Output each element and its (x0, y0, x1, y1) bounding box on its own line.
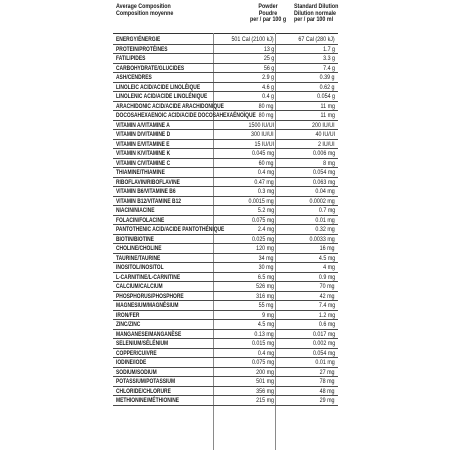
nutrient-name: CARBOHYDRATE/GLUCIDES (116, 64, 185, 72)
nutrient-name: MANGANESE/MANGANÈSE (116, 330, 182, 338)
nutrient-name: VITAMIN C/VITAMINE C (116, 159, 171, 167)
standard-dilution-value: 27 mg (320, 368, 335, 376)
powder-value: 0.4 mg (257, 349, 274, 357)
standard-dilution-value: 4.5 mg (318, 254, 335, 262)
standard-dilution-value: 0.002 mg (312, 340, 335, 347)
standard-dilution-value: 7.4 g (323, 64, 335, 72)
standard-dilution-value: 11 mg (320, 112, 335, 119)
powder-value: 60 mg (259, 159, 274, 167)
nutrient-name: FAT/LIPIDES (116, 55, 146, 62)
nutrient-name: LINOLENIC ACID/ACIDE LINOLÉNIQUE (116, 93, 208, 100)
standard-dilution-value: 0.0033 mg (309, 235, 335, 243)
table-row (113, 235, 338, 245)
powder-value: 0.015 mg (251, 340, 274, 347)
nutrient-name: MAGNESIUM/MAGNÉSIUM (116, 302, 179, 309)
nutrient-name: FOLACIN/FOLACINE (116, 216, 165, 224)
nutrient-name: VITAMIN D/VITAMINE D (116, 131, 171, 138)
nutrient-name: METHIONINE/MÉTHIONINE (116, 397, 180, 404)
table-row (113, 83, 338, 93)
table-row (113, 387, 338, 397)
nutrient-name: ZINC/ZINC (116, 321, 141, 328)
nutrient-name: VITAMIN A/VITAMINE A (116, 121, 170, 129)
table-row (113, 64, 338, 74)
table-row (113, 92, 338, 102)
table-row (113, 102, 338, 112)
powder-value: 2.9 g (262, 74, 274, 81)
nutrient-name: CHLORIDE/CHLORURE (116, 387, 171, 395)
header-standard-dilution: Standard Dilution Dilution normale per / par 100 ml (294, 3, 339, 24)
standard-dilution-value: 4 mg (323, 264, 335, 271)
nutrient-name: VITAMIN B6/VITAMINE B6 (116, 188, 176, 195)
powder-value: 1500 IU/UI (248, 121, 274, 129)
powder-value: 0.4 g (262, 93, 274, 100)
table-row (113, 73, 338, 83)
table-header (113, 0, 338, 32)
nutrient-name: ASH/CENDRES (116, 74, 152, 81)
standard-dilution-value: 8 mg (323, 159, 335, 167)
powder-value: 5.2 mg (257, 207, 274, 214)
standard-dilution-value: 0.054 mg (312, 349, 335, 357)
powder-value: 0.075 mg (251, 359, 274, 366)
nutrient-name: LINOLEIC ACID/ACIDE LINOLÉIQUE (116, 83, 201, 91)
nutrient-name: VITAMIN K/VITAMINE K (116, 150, 171, 157)
powder-value: 0.025 mg (251, 235, 274, 243)
nutrient-name: IRON/FER (116, 311, 140, 319)
powder-value: 9 mg (262, 311, 274, 319)
powder-value: 0.0015 mg (248, 197, 274, 205)
nutrient-name: PANTOTHENIC ACID/ACIDE PANTOTHÉNIQUE (116, 226, 225, 233)
powder-value: 30 mg (259, 264, 274, 271)
powder-value: 6.5 mg (257, 273, 274, 281)
nutrient-name: ENERGY/ÉNERGIE (116, 36, 161, 43)
standard-dilution-value: 1.2 mg (318, 311, 335, 319)
table-row (113, 396, 338, 406)
nutrient-name: NIACIN/NIACINE (116, 207, 155, 214)
powder-value: 25 g (263, 55, 274, 62)
standard-dilution-value: 0.006 mg (312, 150, 335, 157)
table-row (113, 178, 338, 188)
standard-dilution-value: 1.7 g (323, 45, 335, 53)
powder-value: 200 mg (256, 368, 274, 376)
standard-dilution-value: 48 mg (320, 387, 335, 395)
powder-value: 34 mg (259, 254, 274, 262)
powder-value: 80 mg (259, 102, 274, 110)
nutrient-name: SELENIUM/SÉLÉNIUM (116, 340, 169, 347)
table-row (113, 282, 338, 292)
powder-value: 526 mg (256, 283, 274, 290)
table-row (113, 140, 338, 150)
header-title: Average Composition Composition moyenne (116, 3, 174, 17)
table-row (113, 358, 338, 368)
powder-value: 0.3 mg (257, 188, 274, 195)
nutrient-name: VITAMIN E/VITAMINE E (116, 140, 170, 148)
header-divider (113, 33, 338, 34)
standard-dilution-value: 0.32 mg (315, 226, 335, 233)
powder-value: 13 g (263, 45, 274, 53)
standard-dilution-value: 7.4 mg (318, 302, 335, 309)
table-row (113, 45, 338, 55)
standard-dilution-value: 0.01 mg (315, 359, 335, 366)
header-powder: Powder Poudre per / par 100 g (250, 3, 287, 24)
standard-dilution-value: 0.0002 mg (309, 197, 335, 205)
powder-value: 0.4 mg (257, 169, 274, 176)
nutrient-name: ARACHIDONIC ACID/ACIDE ARACHIDONIQUE (116, 102, 224, 110)
table-row (113, 216, 338, 226)
nutrient-name: L-CARNITINE/L-CARNITINE (116, 273, 181, 281)
table-row (113, 349, 338, 359)
powder-value: 316 mg (256, 292, 274, 300)
standard-dilution-value: 0.6 mg (318, 321, 335, 328)
table-row (113, 368, 338, 378)
nutrient-name: PROTEIN/PROTÉINES (116, 45, 168, 53)
table-row (113, 197, 338, 207)
table-row (113, 159, 338, 169)
nutrient-name: VITAMIN B12/VITAMINE B12 (116, 197, 182, 205)
powder-value: 356 mg (256, 387, 274, 395)
nutrient-name: DOCOSAHEXAENOIC ACID/ACIDE DOCOSAHEXAÉNOÏQUE (116, 112, 256, 119)
powder-value: 55 mg (259, 302, 274, 309)
table-row (113, 377, 338, 387)
standard-dilution-value: 0.054 mg (312, 169, 335, 176)
standard-dilution-value: 0.62 g (320, 83, 335, 91)
powder-value: 56 g (263, 64, 274, 72)
table-row (113, 149, 338, 159)
nutrient-name: CALCIUM/CALCIUM (116, 283, 163, 290)
table-row (113, 330, 338, 340)
table-row (113, 35, 338, 45)
powder-value: 4.5 mg (257, 321, 274, 328)
powder-value: 2.4 mg (257, 226, 274, 233)
powder-value: 120 mg (256, 245, 274, 252)
standard-dilution-value: 42 mg (320, 292, 335, 300)
powder-value: 215 mg (256, 397, 274, 404)
standard-dilution-value: 40 IU/UI (315, 131, 335, 138)
standard-dilution-value: 0.063 mg (312, 178, 335, 186)
nutrient-name: INOSITOL/INOSITOL (116, 264, 164, 271)
nutrient-name: IODINE/IODE (116, 359, 147, 366)
nutrient-name: RIBOFLAVIN/RIBOFLAVINE (116, 178, 180, 186)
powder-value: 0.075 mg (251, 216, 274, 224)
standard-dilution-value: 0.7 mg (318, 207, 335, 214)
standard-dilution-value: 29 mg (320, 397, 335, 404)
nutrient-name: THIAMINE/THIAMINE (116, 169, 165, 176)
table-row (113, 320, 338, 330)
table-row (113, 273, 338, 283)
standard-dilution-value: 2 IU/UI (318, 140, 335, 148)
nutrient-name: TAURINE/TAURINE (116, 254, 161, 262)
table-row (113, 130, 338, 140)
powder-value: 4.6 g (262, 83, 274, 91)
table-row (113, 292, 338, 302)
standard-dilution-value: 3.3 g (323, 55, 335, 62)
table-row (113, 311, 338, 321)
table-row (113, 263, 338, 273)
table-row (113, 206, 338, 216)
powder-value: 15 IU/UI (254, 140, 274, 148)
table-row (113, 225, 338, 235)
standard-dilution-value: 0.9 mg (318, 273, 335, 281)
standard-dilution-value: 16 mg (320, 245, 335, 252)
powder-value: 300 IU/UI (251, 131, 274, 138)
standard-dilution-value: 0.01 mg (315, 216, 335, 224)
standard-dilution-value: 67 Cal (280 kJ) (298, 36, 335, 43)
table-row (113, 301, 338, 311)
standard-dilution-value: 0.017 mg (312, 330, 335, 338)
table-row (113, 54, 338, 64)
nutrient-name: COPPER/CUIVRE (116, 349, 157, 357)
nutrient-name: CHOLINE/CHOLINE (116, 245, 162, 252)
standard-dilution-value: 0.054 g (317, 93, 335, 100)
table-row (113, 168, 338, 178)
standard-dilution-value: 0.04 mg (315, 188, 335, 195)
standard-dilution-value: 78 mg (320, 378, 335, 385)
table-row (113, 111, 338, 121)
powder-value: 0.045 mg (251, 150, 274, 157)
table-row (113, 187, 338, 197)
nutrient-name: POTASSIUM/POTASSIUM (116, 378, 176, 385)
powder-value: 501 mg (256, 378, 274, 385)
powder-value: 0.13 mg (254, 330, 274, 338)
standard-dilution-value: 11 mg (320, 102, 335, 110)
powder-value: 0.47 mg (254, 178, 274, 186)
standard-dilution-value: 70 mg (320, 283, 335, 290)
nutrient-name: PHOSPHORUS/PHOSPHORE (116, 292, 184, 300)
table-body (113, 35, 338, 406)
nutrient-name: SODIUM/SODIUM (116, 368, 157, 376)
table-row (113, 121, 338, 131)
table-row (113, 254, 338, 264)
nutrient-name: BIOTIN/BIOTINE (116, 235, 154, 243)
table-row (113, 244, 338, 254)
standard-dilution-value: 0.39 g (320, 74, 335, 81)
table-row (113, 339, 338, 349)
powder-value: 80 mg (259, 112, 274, 119)
powder-value: 501 Cal (2100 kJ) (231, 36, 274, 43)
nutrition-table (113, 0, 338, 450)
standard-dilution-value: 200 IU/UI (312, 121, 335, 129)
